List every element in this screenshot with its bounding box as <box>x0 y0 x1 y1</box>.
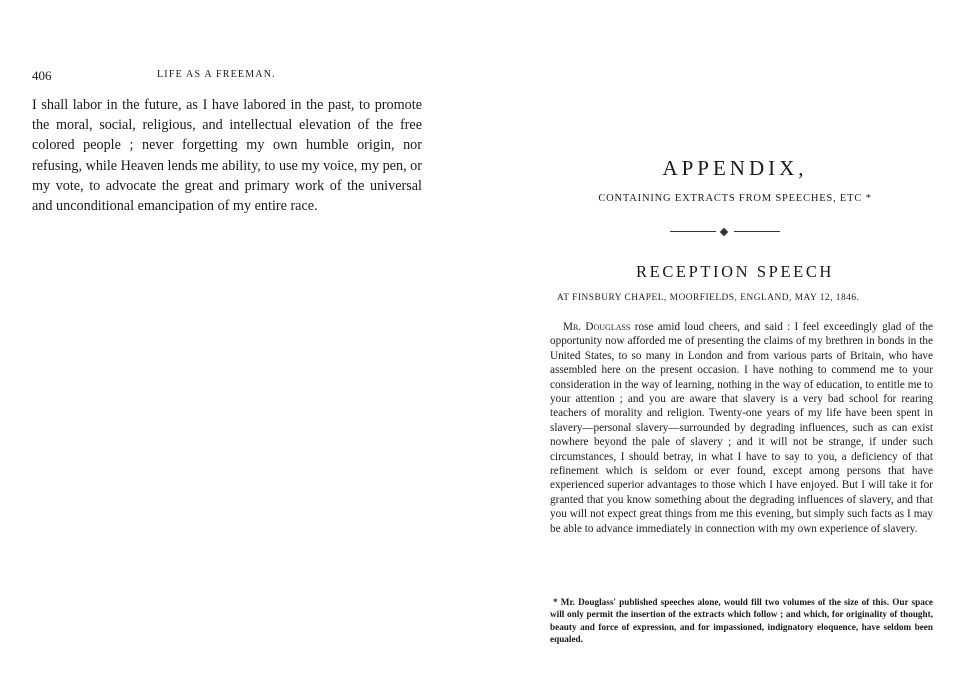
running-head <box>32 68 422 84</box>
footnote-text: * Mr. Douglass' published speeches alone, would fill two volumes of the size of this. Our space will only permit the insertion of the extracts which follow ; and which, for originality of thought, beauty and force of expression, and for impassioned, indignatory eloquence, have seldom been equaled. <box>550 597 933 645</box>
speech-title: RECEPTION SPEECH <box>636 262 834 281</box>
speech-body <box>550 320 933 536</box>
speech-venue: AT FINSBURY CHAPEL, MOORFIELDS, ENGLAND, MAY 12, 1846. <box>557 293 860 303</box>
right-page <box>490 0 980 687</box>
divider-rule <box>734 231 780 232</box>
section-divider-ornament <box>670 229 780 235</box>
running-title: LIFE AS A FREEMAN. <box>157 69 276 80</box>
appendix-title: APPENDIX, <box>662 156 808 180</box>
divider-rule <box>670 231 716 232</box>
appendix-subtitle: CONTAINING EXTRACTS FROM SPEECHES, ETC * <box>598 193 872 204</box>
page-number: 406 <box>32 68 52 83</box>
diamond-ornament-icon <box>720 228 728 236</box>
speech-text: rose amid loud cheers, and said : I feel exceedingly glad of the opportunity now afforded me of presenting the claims of my brethren in bonds in the United States, to so many in London and from various parts of Britain, who have assembled here on the present occasion. I have nothing to commend me to your consideration in the way of learning, nothing in the way of education, to entitle me to your attention ; and you are aware that slavery is a very bad school for rearing teachers of morality and religion. Twenty-one years of my life have been spent in slavery—personal slavery—surrounded by degrading influences, such as can exist nowhere beyond the pale of slavery ; and it will not be strange, if under such circumstances, I should betray, in what I have to say to you, a deficiency of that refinement which is seldom or ever found, except among persons that have experienced superior advantages to those which I have enjoyed. But I will take it for granted that you know something about the degrading influences of slavery, and that you will not expect great things from me this evening, but simply such facts as I may be able to advance immediately in connection with my own experience of slavery. <box>550 321 933 535</box>
speaker-name: Mr. Douglass <box>563 321 631 333</box>
footnote <box>550 596 933 646</box>
speech-paragraph <box>550 320 933 536</box>
body-paragraph: I shall labor in the future, as I have labored in the past, to promote the moral, social, religious, and intellectual elevation of the free colored people ; never forgetting my own humble origin, nor refusing, while Heaven lends me ability, to use my voice, my pen, or my vote, to advocate the great and primary work of the universal and unconditional emancipation of my entire race. <box>32 97 422 215</box>
body-text <box>32 95 422 216</box>
